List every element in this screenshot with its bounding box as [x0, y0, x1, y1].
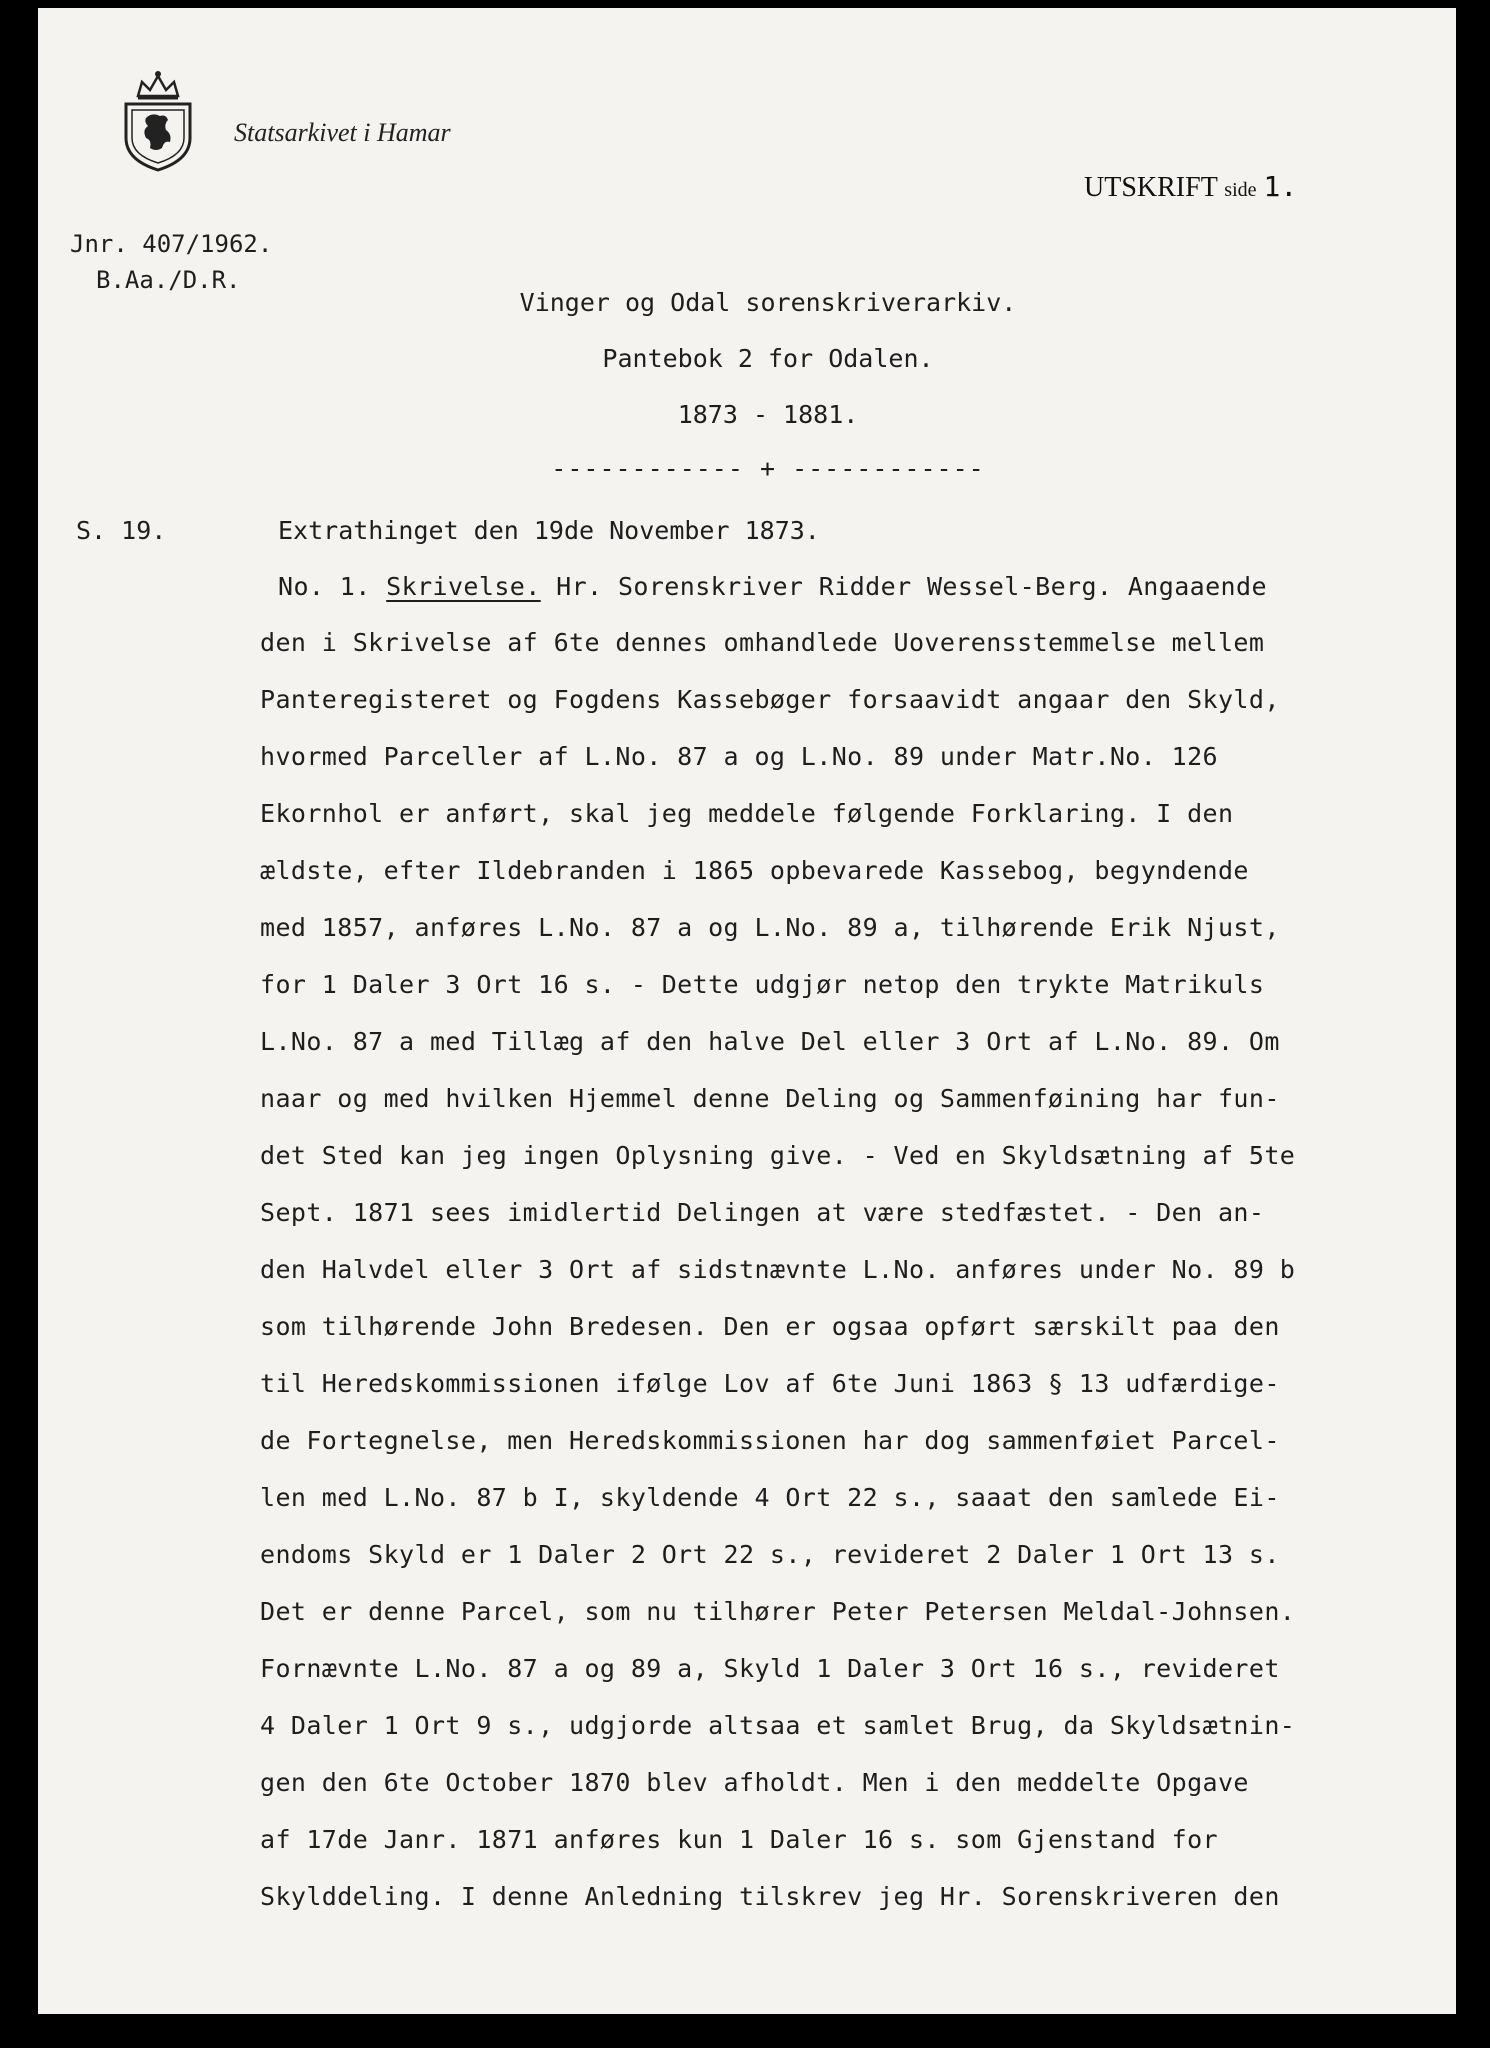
body-line: for 1 Daler 3 Ort 16 s. - Dette udgjør netop den trykte Matrikuls	[260, 970, 1265, 999]
entry-number: No. 1.	[278, 572, 371, 601]
body-line: den i Skrivelse af 6te dennes omhandlede Uoverensstemmelse mellem	[260, 628, 1265, 657]
year-range: 1873 - 1881.	[677, 400, 859, 429]
volume-title: Pantebok 2 for Odalen.	[602, 344, 934, 373]
body-line: gen den 6te October 1870 blev afholdt. Men i den meddelte Opgave	[260, 1768, 1249, 1797]
body-line: 4 Daler 1 Ort 9 s., udgjorde altsaa et samlet Brug, da Skyldsætnin-	[260, 1711, 1296, 1740]
side-label: side	[1224, 179, 1257, 201]
body-line: hvormed Parceller af L.No. 87 a og L.No. 89 under Matr.No. 126	[260, 742, 1218, 771]
document-type: Skrivelse.	[386, 572, 541, 601]
body-line: ældste, efter Ildebranden i 1865 opbevarede Kassebog, begyndende	[260, 856, 1249, 885]
body-line: af 17de Janr. 1871 anføres kun 1 Daler 16 s. som Gjenstand for	[260, 1825, 1218, 1854]
body-line: L.No. 87 a med Tillæg af den halve Del eller 3 Ort af L.No. 89. Om	[260, 1027, 1280, 1056]
body-line: til Heredskommissionen ifølge Lov af 6te Juni 1863 § 13 udfærdige-	[260, 1369, 1280, 1398]
body-line: de Fortegnelse, men Heredskommissionen har dog sammenføiet Parcel-	[260, 1426, 1280, 1455]
body-line: endoms Skyld er 1 Daler 2 Ort 22 s., revideret 2 Daler 1 Ort 13 s.	[260, 1540, 1280, 1569]
body-line: len med L.No. 87 b I, skyldende 4 Ort 22 s., saaat den samlede Ei-	[260, 1483, 1280, 1512]
body-line: som tilhørende John Bredesen. Den er ogsaa opført særskilt paa den	[260, 1312, 1280, 1341]
separator-line: ------------ + ------------	[551, 454, 985, 483]
archive-name: Statsarkivet i Hamar	[234, 118, 451, 147]
reference-code: B.Aa./D.R.	[96, 266, 241, 294]
body-line: Det er denne Parcel, som nu tilhører Peter Petersen Meldal-Johnsen.	[260, 1597, 1296, 1626]
body-line: Panteregisteret og Fogdens Kassebøger forsaavidt angaar den Skyld,	[260, 685, 1280, 714]
body-line: med 1857, anføres L.No. 87 a og L.No. 89 a, tilhørende Erik Njust,	[260, 913, 1280, 942]
entry-first-line	[278, 572, 1267, 601]
utskrift-header	[1084, 170, 1297, 204]
body-line: Skylddeling. I denne Anledning tilskrev jeg Hr. Sorenskriveren den	[260, 1882, 1280, 1911]
first-line-text: Hr. Sorenskriver Ridder Wessel-Berg. Angaaende	[556, 572, 1267, 601]
side-number: 1.	[1263, 170, 1298, 203]
document-page	[38, 8, 1456, 2014]
archive-title: Vinger og Odal sorenskriverarkiv.	[519, 288, 1017, 317]
entry-heading: Extrathinget den 19de November 1873.	[278, 516, 820, 545]
body-line: Ekornhol er anført, skal jeg meddele følgende Forklaring. I den	[260, 799, 1234, 828]
journal-number: Jnr. 407/1962.	[70, 230, 273, 258]
coat-of-arms-icon	[116, 68, 200, 172]
body-line: Sept. 1871 sees imidlertid Delingen at være stedfæstet. - Den an-	[260, 1198, 1265, 1227]
body-line: det Sted kan jeg ingen Oplysning give. - Ved en Skyldsætning af 5te	[260, 1141, 1296, 1170]
body-line: Fornævnte L.No. 87 a og 89 a, Skyld 1 Daler 3 Ort 16 s., revideret	[260, 1654, 1280, 1683]
utskrift-label: UTSKRIFT	[1084, 172, 1218, 203]
body-line: den Halvdel eller 3 Ort af sidstnævnte L.No. anføres under No. 89 b	[260, 1255, 1296, 1284]
page-reference: S. 19.	[76, 516, 167, 545]
body-line: naar og med hvilken Hjemmel denne Deling og Sammenføining har fun-	[260, 1084, 1280, 1113]
